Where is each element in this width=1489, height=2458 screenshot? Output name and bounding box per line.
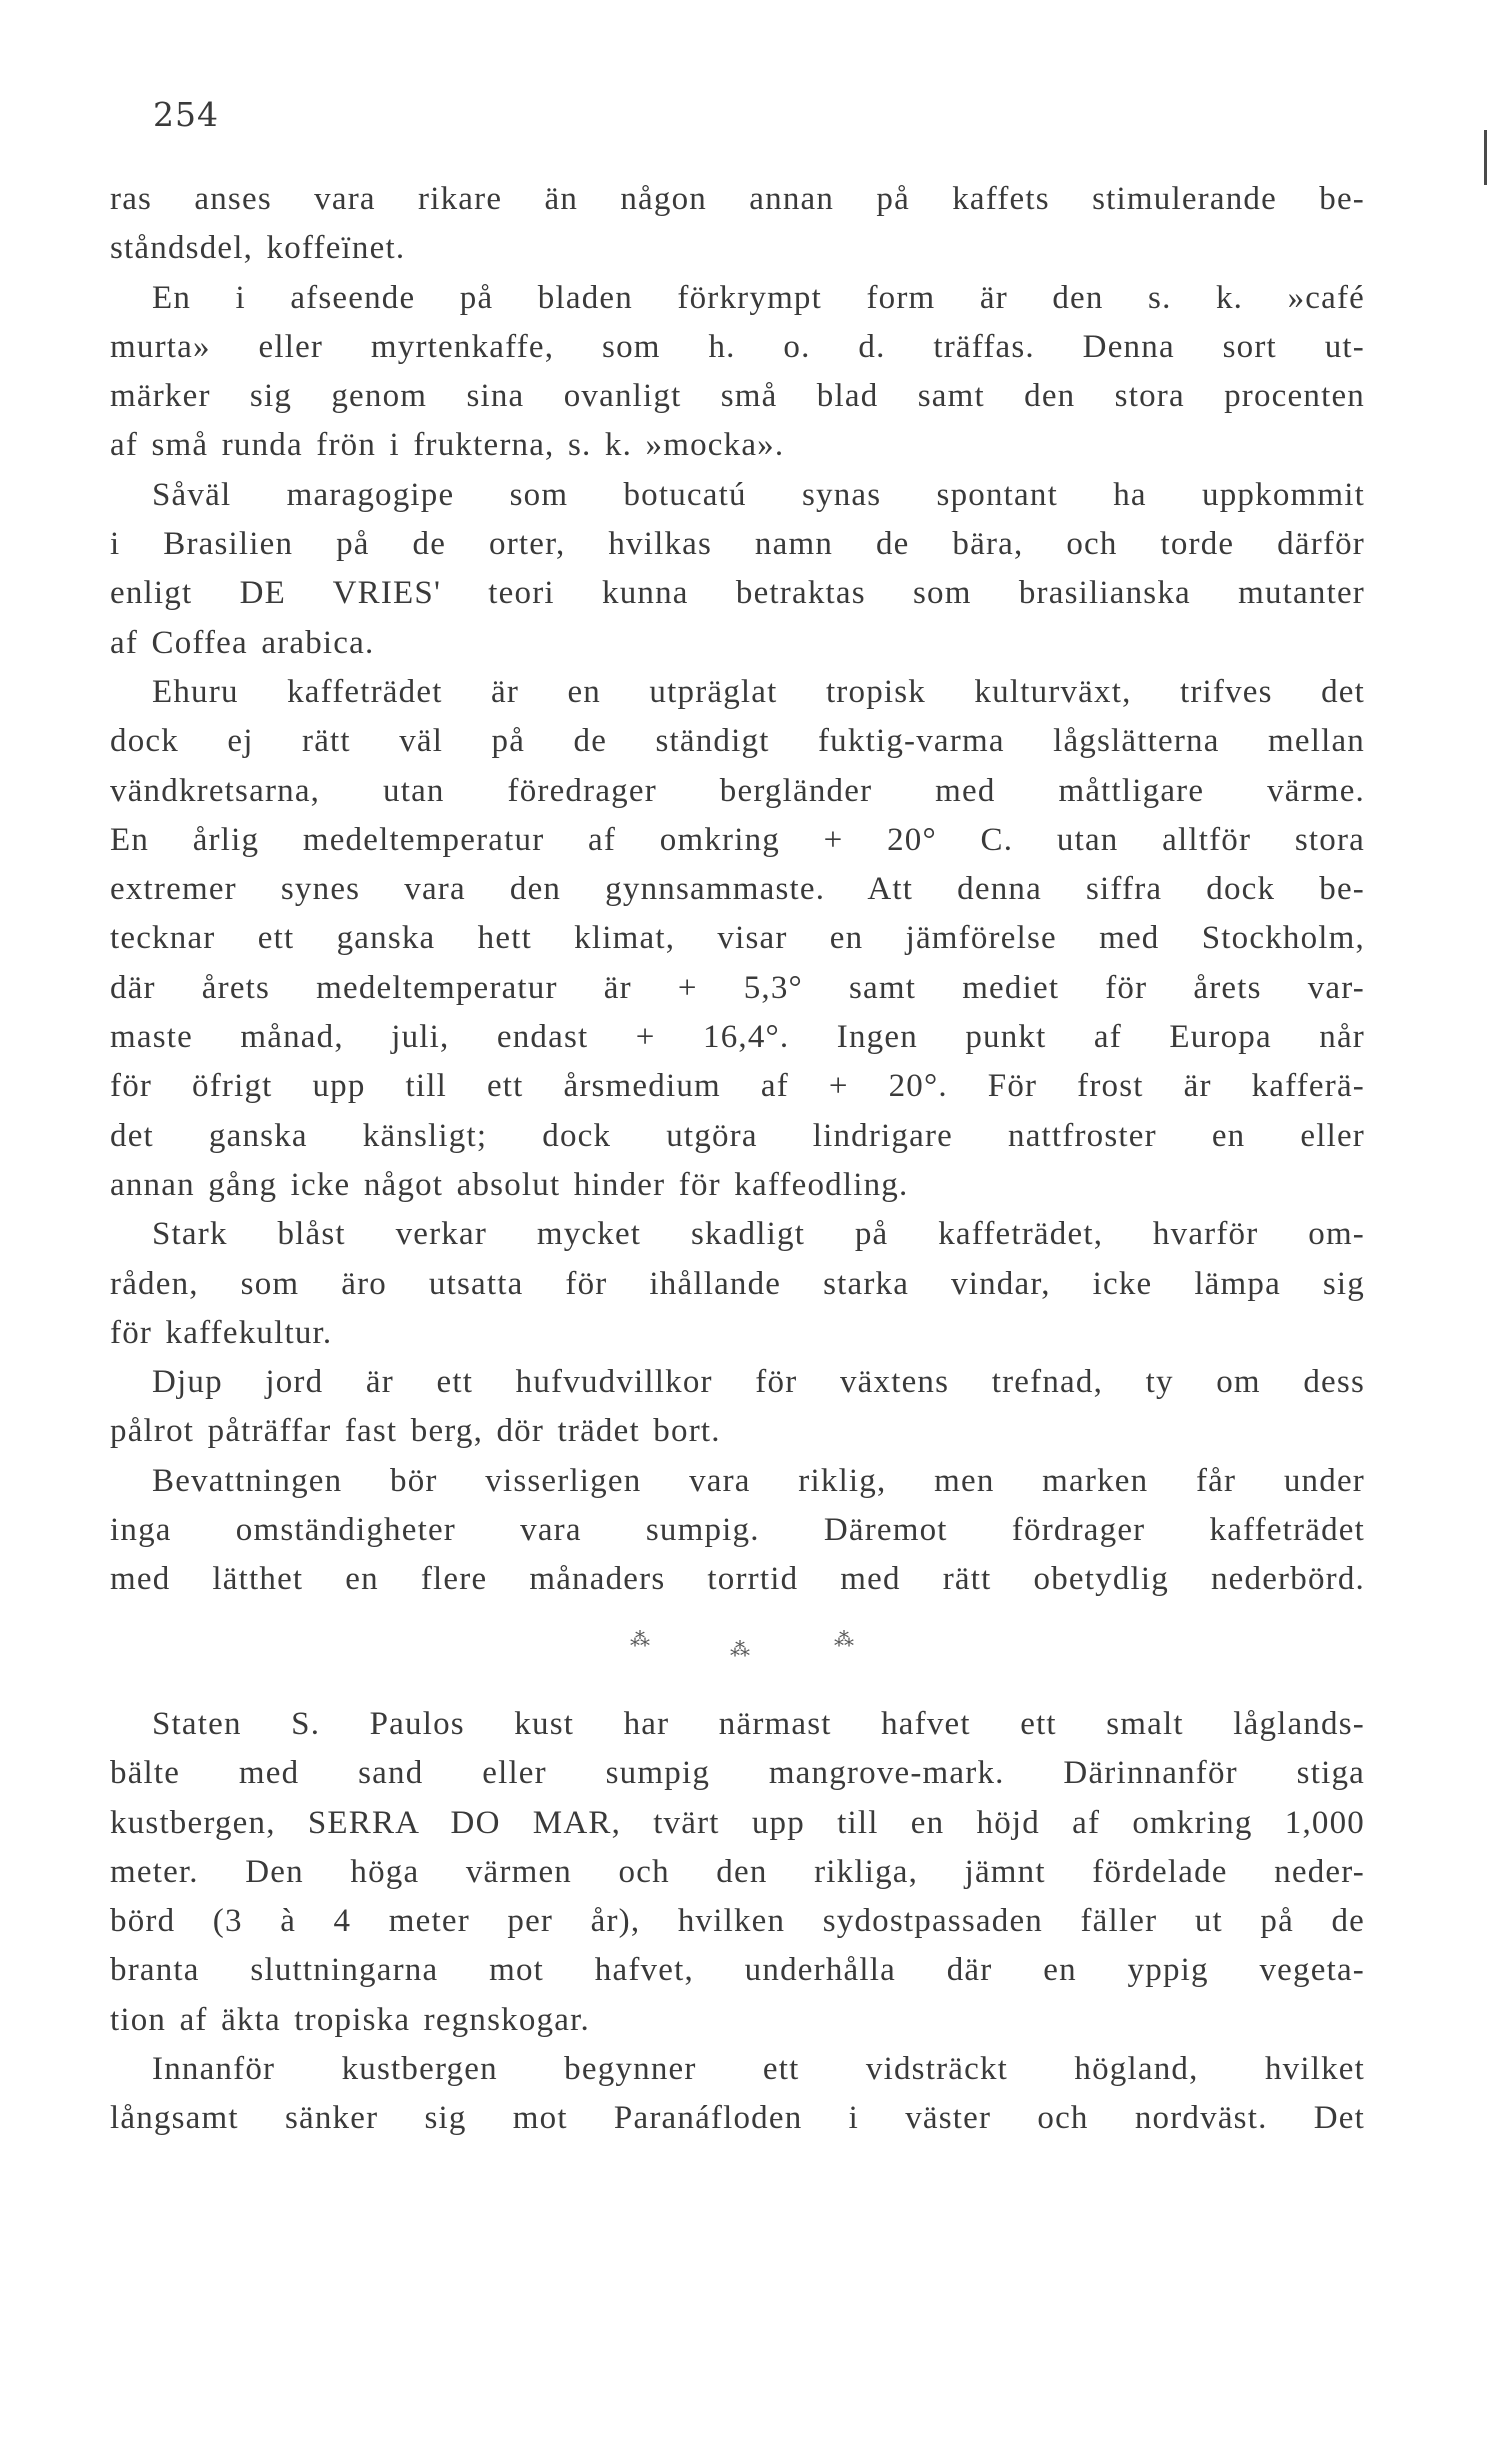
text-line: meter. Den höga värmen och den rikliga, jämnt fördelade neder- — [110, 1853, 1365, 1890]
asterism-symbol: ⁂ — [730, 1637, 750, 1661]
text-line: ras anses vara rikare än någon annan på kaffets stimulerande be- — [110, 181, 1365, 217]
text-line: inga omständigheter vara sumpig. Däremot fördrager kaffeträdet — [110, 1512, 1365, 1549]
text-line: med lätthet en flere månaders torrtid med rätt obetydlig nederbörd. — [110, 1561, 1365, 1598]
text-line: af små runda frön i frukterna, s. k. »mocka». — [110, 427, 785, 464]
section-separator — [0, 1625, 1489, 1665]
text-line: bälte med sand eller sumpig mangrove-mark. Därinnanför stiga — [110, 1755, 1365, 1792]
text-line: Såväl maragogipe som botucatú synas spontant ha uppkommit — [152, 476, 1365, 513]
text-line: murta» eller myrtenkaffe, som h. o. d. träffas. Denna sort ut- — [110, 328, 1365, 365]
text-line: kustbergen, SERRA DO MAR, tvärt upp till en höjd af omkring 1,000 — [110, 1804, 1365, 1841]
text-line: råden, som äro utsatta för ihållande starka vindar, icke lämpa sig — [110, 1265, 1365, 1302]
asterism-symbol: ⁂ — [834, 1627, 854, 1651]
page-edge-mark — [1484, 130, 1487, 185]
text-line: långsamt sänker sig mot Paranáfloden i väster och nordväst. Det — [110, 2100, 1365, 2137]
text-line: för öfrigt upp till ett årsmedium af + 20°. För frost är kafferä- — [110, 1068, 1365, 1105]
text-line: det ganska känsligt; dock utgöra lindrigare nattfroster en eller — [110, 1117, 1365, 1154]
text-line: märker sig genom sina ovanligt små blad samt den stora procenten — [110, 378, 1365, 415]
text-line: maste månad, juli, endast + 16,4°. Ingen punkt af Europa når — [110, 1019, 1365, 1056]
text-line: i Brasilien på de orter, hvilkas namn de bära, och torde därför — [110, 526, 1365, 563]
text-line: Stark blåst verkar mycket skadligt på kaffeträdet, hvarför om- — [152, 1216, 1365, 1253]
text-line: börd (3 à 4 meter per år), hvilken sydostpassaden fäller ut på de — [110, 1903, 1365, 1940]
body-text-section-1 — [110, 175, 1365, 1605]
text-line: Innanför kustbergen begynner ett vidsträckt högland, hvilket — [152, 2051, 1365, 2088]
text-line: Djup jord är ett hufvudvillkor för växtens trefnad, ty om dess — [152, 1364, 1365, 1401]
text-line: för kaffekultur. — [110, 1314, 333, 1351]
text-line: En årlig medeltemperatur af omkring + 20° C. utan alltför stora — [110, 821, 1365, 858]
text-line: ståndsdel, koffeïnet. — [110, 230, 406, 267]
asterism-symbol: ⁂ — [630, 1627, 650, 1651]
text-line: dock ej rätt väl på de ständigt fuktig-varma lågslätterna mellan — [110, 723, 1365, 760]
text-line: Bevattningen bör visserligen vara riklig, men marken får under — [152, 1462, 1365, 1499]
text-line: af Coffea arabica. — [110, 624, 375, 661]
text-line: Ehuru kaffeträdet är en utpräglat tropisk kulturväxt, trifves det — [152, 673, 1365, 710]
page-number: 254 — [153, 95, 219, 134]
text-line: enligt DE VRIES' teori kunna betraktas som brasilianska mutanter — [110, 575, 1365, 612]
text-line: annan gång icke något absolut hinder för kaffeodling. — [110, 1166, 909, 1203]
text-line: Staten S. Paulos kust har närmast hafvet ett smalt låglands- — [152, 1706, 1365, 1742]
text-line: tion af äkta tropiska regnskogar. — [110, 2001, 590, 2038]
text-line: tecknar ett ganska hett klimat, visar en jämförelse med Stockholm, — [110, 920, 1365, 957]
text-line: branta sluttningarna mot hafvet, underhålla där en yppig vegeta- — [110, 1952, 1365, 1989]
text-line: där årets medeltemperatur är + 5,3° samt mediet för årets var- — [110, 969, 1365, 1006]
text-line: En i afseende på bladen förkrympt form är den s. k. »café — [152, 279, 1365, 316]
text-line: extremer synes vara den gynnsammaste. Att denna siffra dock be- — [110, 871, 1365, 908]
body-text-section-2 — [110, 1700, 1365, 2144]
text-line: vändkretsarna, utan föredrager bergländer med måttligare värme. — [110, 772, 1365, 809]
text-line: pålrot påträffar fast berg, dör trädet bort. — [110, 1413, 721, 1450]
